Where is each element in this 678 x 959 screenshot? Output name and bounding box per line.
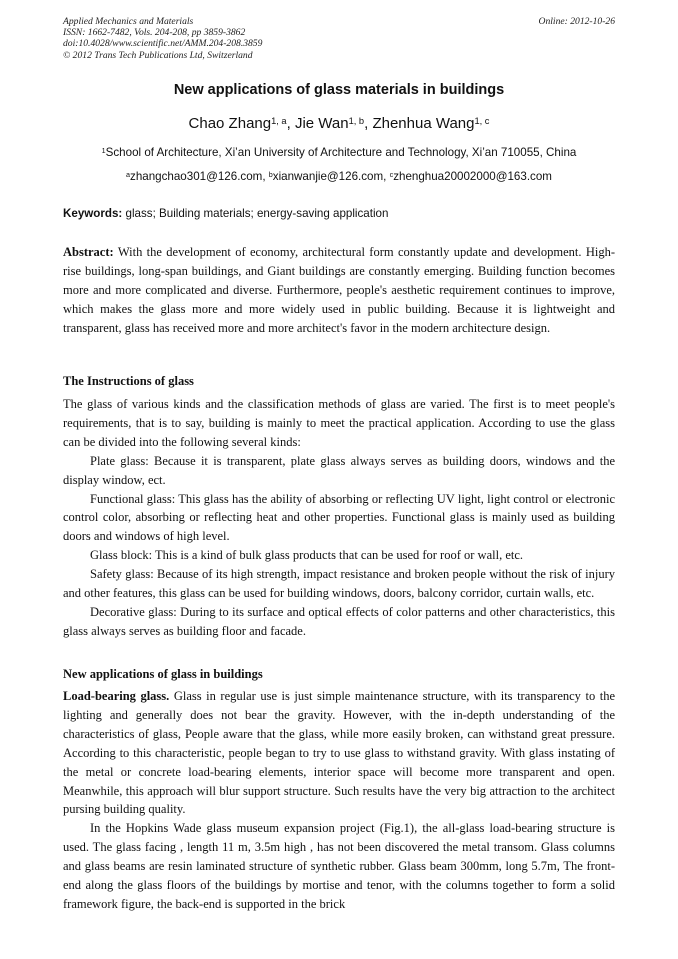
publication-header [63,16,615,61]
doi-line: doi:10.4028/www.scientific.net/AMM.204-208.3859 [63,38,263,50]
email-address[interactable]: zhangchao301@126.com [130,170,263,183]
author-affiliation-mark: 1, c [474,115,490,126]
paragraph-lead: Load-bearing glass. [63,689,170,703]
keywords-label: Keywords: [63,207,123,220]
author-emails: $^a$zhangchao301@126.com, $^b$xianwanjie@126.com, $^c$zhenghua20002000@163.com [126,169,552,183]
author-affiliation-mark: 1, b [348,115,365,126]
copyright-line: © 2012 Trans Tech Publications Ltd, Switzerland [63,49,253,61]
affiliation-mark: 1 [101,145,106,155]
author-list [63,115,615,132]
list-item: Decorative glass: During to its surface and optical effects of color patterns and other characteristics, this glass always serves as building floor and facade. [63,604,615,638]
abstract-text: With the development of economy, architectural form constantly update and development. High-rise buildings, long-span buildings, and Giant buildings are constantly emerging. Building function becomes more and more complicated and diverse. Furthermore, people's aesthetic requirement continues to improve, which makes the glass more and more widely used in public building. Because it is lightweight and transparent, glass has received more and more architect's favor in the modern architecture design. [63,245,615,335]
email-address[interactable]: xianwanjie@126.com [272,170,384,183]
list-item: Functional glass: This glass has the ability of absorbing or reflecting UV light, light control or electronic control color, absorbing or reflecting heat and other properties. Functional glass is mainly used as building doors and windows of high level. [63,491,615,544]
journal-name: Applied Mechanics and Materials [63,16,194,27]
issn-line: ISSN: 1662-7482, Vols. 204-208, pp 3859-3862 [63,27,246,39]
list-item: Glass block: This is a kind of bulk glass products that can be used for roof or wall, etc. [90,548,524,563]
paragraph [63,687,615,819]
author-name: Zhenhua Wang [372,115,475,132]
email-mark: a [126,169,131,179]
author-affiliation-mark: 1, a [271,115,287,126]
abstract-label: Abstract: [63,245,114,259]
online-date: Online: 2012-10-26 [538,16,615,27]
email-mark: c [389,169,394,179]
section-heading-applications: New applications of glass in buildings [63,667,263,681]
paragraph: In the Hopkins Wade glass museum expansion project (Fig.1), the all-glass load-bearing structure is used. The glass facing , length 11 m, 3.5m high , has not been discovered the metal transom. Glass columns and glass beams are resin laminated structure of synthetic rubber. Glass beam 300mm, long 5.7m, The front-end along the glass floors of the buildings by mortise and tenor, with the columns together to form a solid framework figure, the back-end is supported in the brick [63,821,615,911]
email-address[interactable]: zhenghua20002000@163.com [393,170,552,183]
affiliation-text: School of Architecture, Xi’an University of Architecture and Technology, Xi’an 710055, China [105,146,577,159]
author-separator: , [364,115,373,132]
abstract [63,243,615,338]
keywords [63,207,615,220]
affiliation [63,146,615,159]
author-name: Jie Wan [294,115,349,132]
email-mark: b [268,169,273,179]
section-applications [63,687,615,914]
paragraph: The glass of various kinds and the classification methods of glass are varied. The first is to meet people's requirements, that is to say, building is mainly to meet the practical application. According to use the glass can be divided into the following several kinds: [63,397,615,449]
paragraph-text: Glass in regular use is just simple maintenance structure, with its transparency to the lighting and generally does not bear the gravity. However, with the in-depth understanding of the characteristics of glass, People aware that the glass, while more easily broken, can withstand great pressure. According to this characteristic, people began to try to use glass to withstand gravity. With glass instating of the metal or concrete load-bearing elements, interior space will become more transparent and open. Meanwhile, this approach will blur support structure. Such results have the very big attraction to the architect pursing building quality. [63,689,616,817]
paper-title: New applications of glass materials in buildings [173,82,505,98]
keywords-text: glass; Building materials; energy-saving application [125,207,389,220]
author-separator: , [286,115,295,132]
list-item: Plate glass: Because it is transparent, plate glass always serves as building doors, windows and the display window, ect. [63,453,615,487]
list-item: Safety glass: Because of its high strength, impact resistance and broken people without the risk of injury and other features, this glass can be used for building windows, doors, balcony corridor, curtain walls, etc. [63,567,615,601]
author-name: Chao Zhang [188,115,272,132]
section-heading-instructions: The Instructions of glass [63,374,194,388]
section-instructions [63,395,615,641]
